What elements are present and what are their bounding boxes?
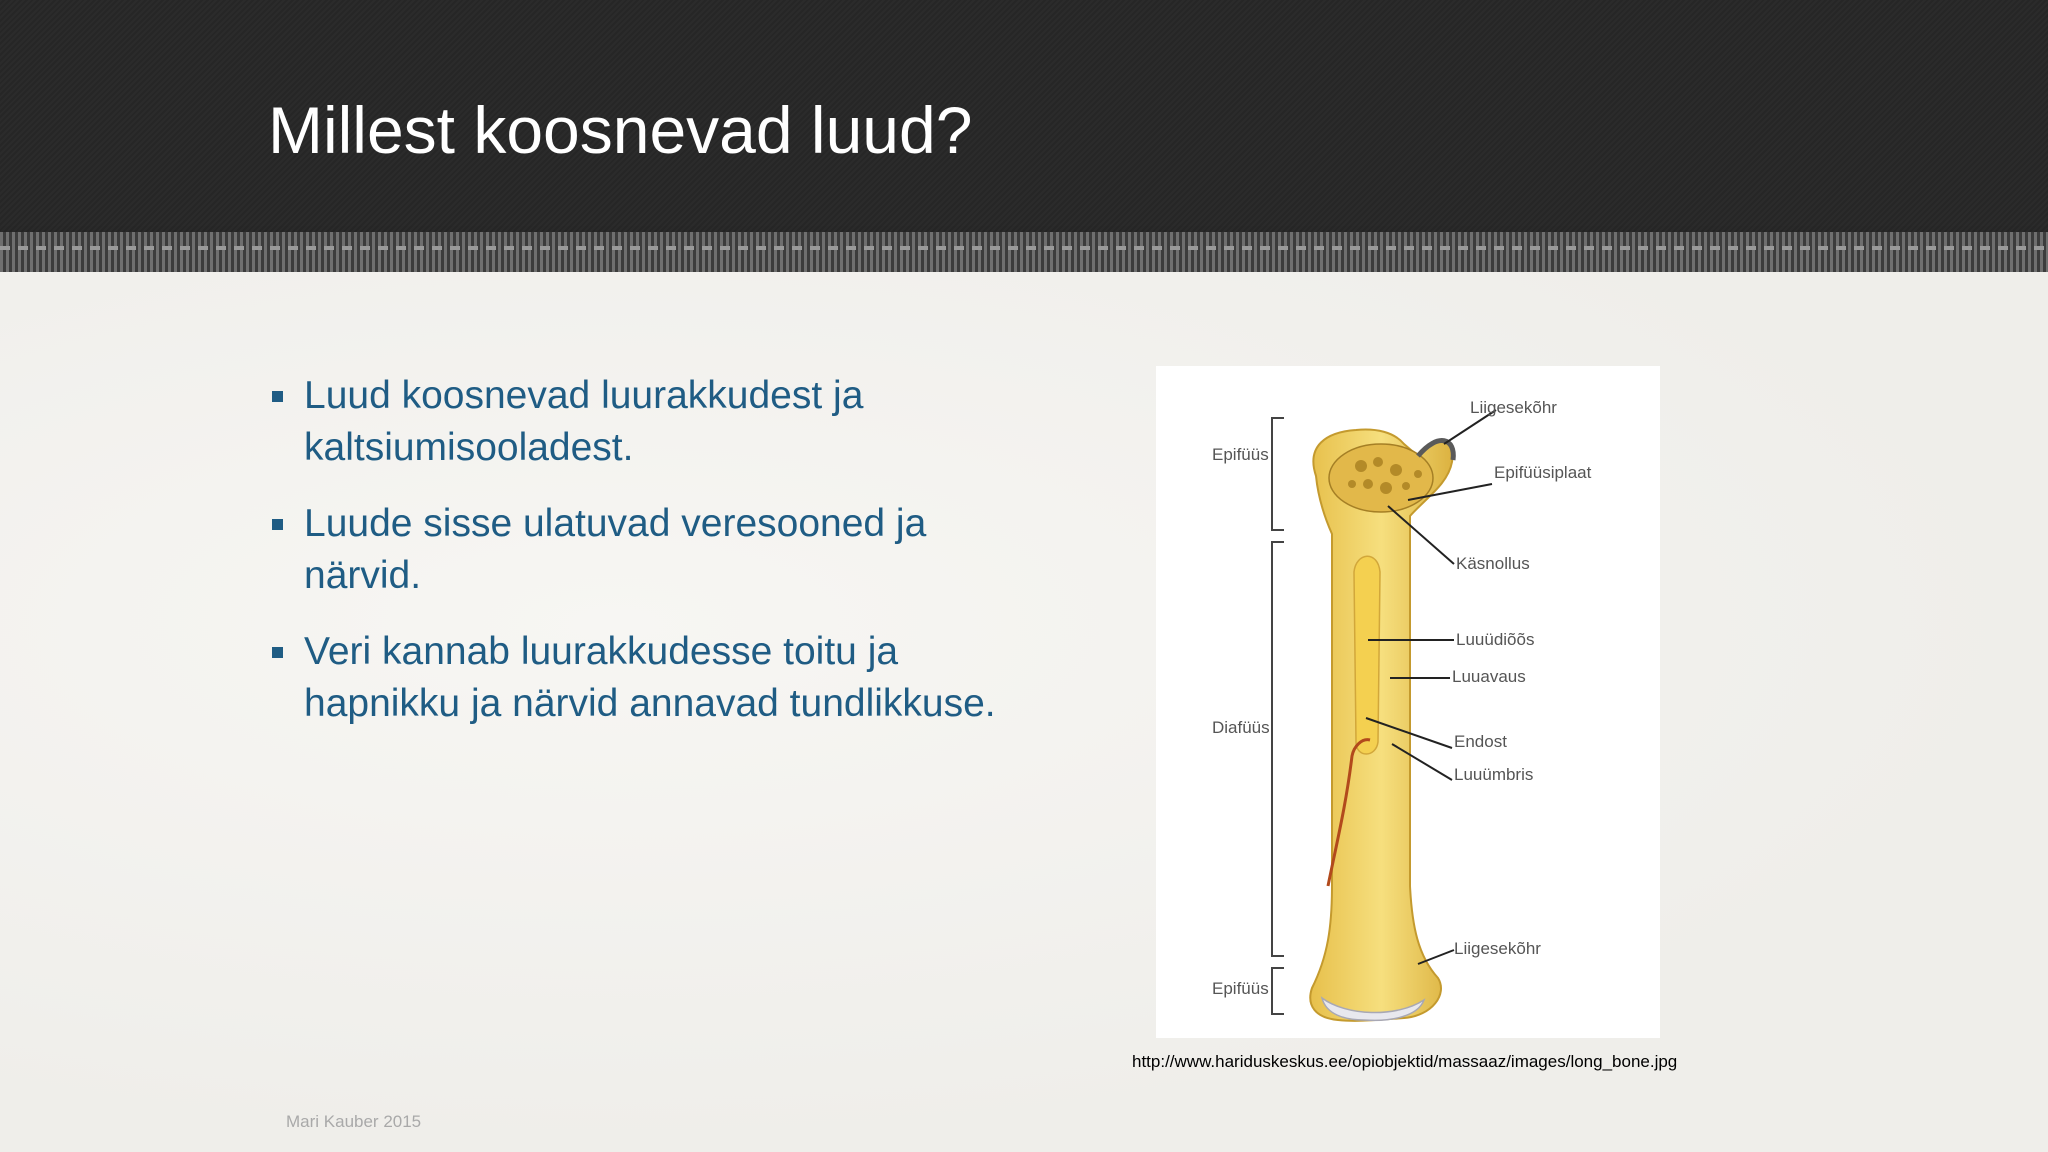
bullet-item bbox=[270, 498, 1010, 602]
square-bullet-icon bbox=[272, 647, 283, 658]
label-endosteum: Endost bbox=[1454, 732, 1507, 751]
square-bullet-icon bbox=[272, 391, 283, 402]
label-medullary-cavity: Luuüdiõõs bbox=[1456, 630, 1535, 649]
bullet-text: Luude sisse ulatuvad veresooned ja närvid. bbox=[304, 502, 927, 597]
bone-shape bbox=[1310, 430, 1453, 1021]
label-diaphysis: Diafüüs bbox=[1212, 718, 1270, 737]
long-bone-diagram bbox=[1156, 366, 1660, 1038]
label-epiphysis-top: Epifüüs bbox=[1212, 445, 1269, 464]
slide-title: Millest koosnevad luud? bbox=[268, 93, 973, 167]
image-source-caption: http://www.hariduskeskus.ee/opiobjektid/massaaz/images/long_bone.jpg bbox=[1132, 1052, 1678, 1071]
slide-footer: Mari Kauber 2015 bbox=[286, 1112, 422, 1131]
bullet-text: Veri kannab luurakkudesse toitu ja hapnikku ja närvid annavad tundlikkuse. bbox=[304, 630, 996, 725]
label-periosteum: Luuümbris bbox=[1454, 765, 1534, 784]
stitched-divider bbox=[0, 232, 2048, 272]
bullet-item bbox=[270, 370, 1010, 474]
label-articular-cartilage-bottom: Liigesekõhr bbox=[1454, 939, 1541, 958]
long-bone-illustration bbox=[1156, 366, 1660, 1038]
region-brackets bbox=[1272, 418, 1284, 1014]
bullet-list bbox=[270, 370, 1010, 754]
bullet-item bbox=[270, 626, 1010, 730]
label-nutrient-foramen: Luuavaus bbox=[1452, 667, 1526, 686]
label-articular-cartilage-top: Liigesekõhr bbox=[1470, 398, 1557, 417]
label-spongy-bone: Käsnollus bbox=[1456, 554, 1530, 573]
square-bullet-icon bbox=[272, 519, 283, 530]
bullet-text: Luud koosnevad luurakkudest ja kaltsiumisooladest. bbox=[304, 374, 864, 469]
label-epiphyseal-plate: Epifüüsiplaat bbox=[1494, 463, 1592, 482]
label-epiphysis-bottom: Epifüüs bbox=[1212, 979, 1269, 998]
